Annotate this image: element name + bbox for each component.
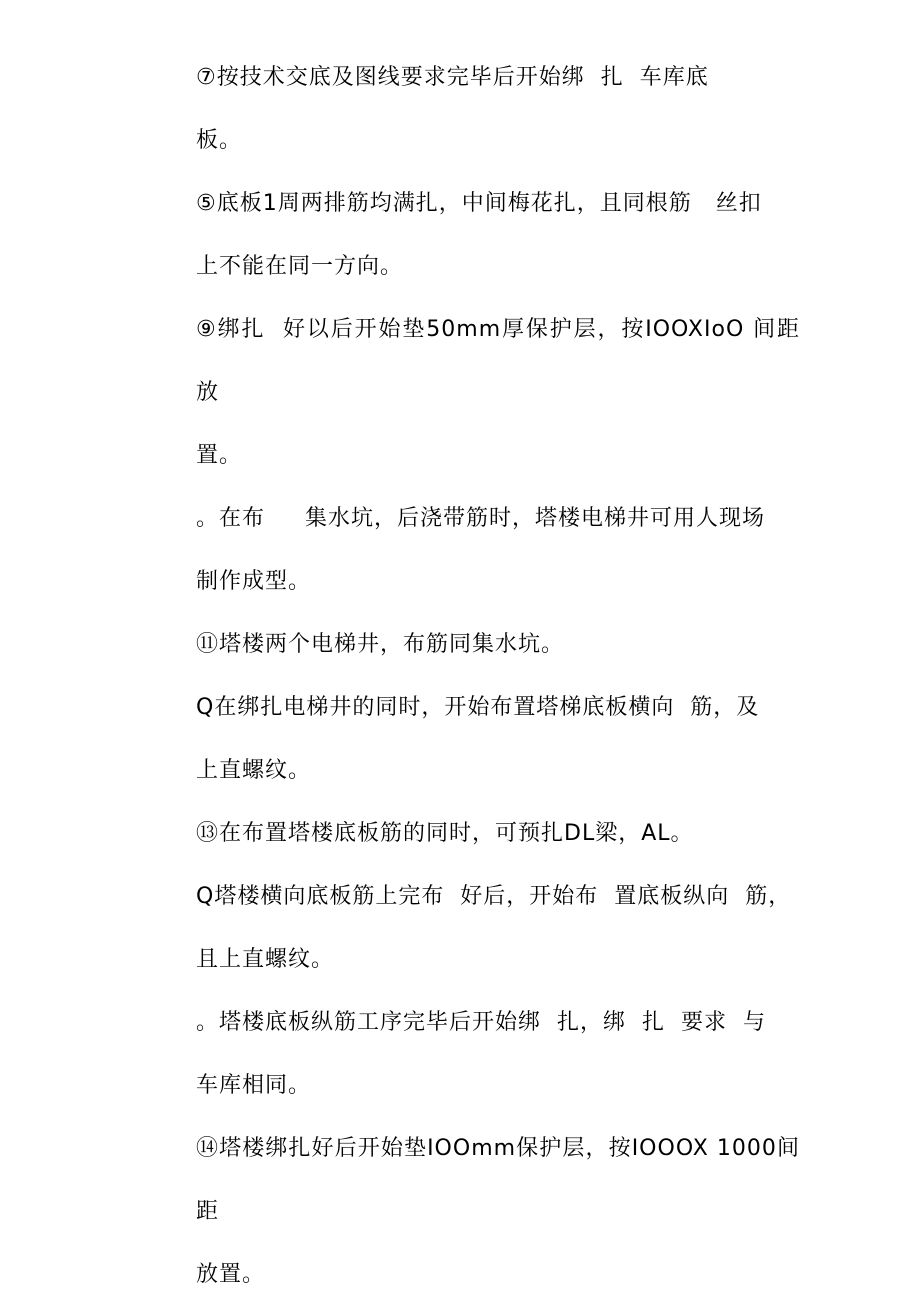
document-body [196, 46, 800, 1306]
text-line: 制作成型。 [196, 569, 312, 594]
text-line: 放置。 [196, 1262, 266, 1287]
text-line: ⑦按技术交底及图线要求完毕后开始绑 扎 车库底 [196, 65, 709, 90]
text-line: 。在布 集水坑，后浇带筋时，塔楼电梯井可用人现场 [196, 506, 765, 531]
text-line: 车库相同。 [196, 1073, 312, 1098]
text-line: 板。 [196, 128, 243, 153]
text-line: ⑭塔楼绑扎好后开始垫IOOmm保护层，按IOOOX 1000间距 [196, 1136, 800, 1224]
text-line: Q在绑扎电梯井的同时，开始布置塔梯底板横向 筋，及 [196, 695, 760, 720]
text-line: ⑬在布置塔楼底板筋的同时，可预扎DL梁，AL。 [196, 821, 694, 846]
text-line: 置。 [196, 443, 243, 468]
text-line: 上不能在同一方向。 [196, 254, 404, 279]
text-line: ⑪塔楼两个电梯井，布筋同集水坑。 [196, 632, 565, 657]
text-line: ⑤底板1周两排筋均满扎，中间梅花扎，且同根筋 丝扣 [196, 191, 762, 216]
text-line: 上直螺纹。 [196, 758, 312, 783]
text-line: 且上直螺纹。 [196, 947, 335, 972]
text-line: 。塔楼底板纵筋工序完毕后开始绑 扎，绑 扎 要求 与 [196, 1010, 766, 1035]
text-line: Q塔楼横向底板筋上完布 好后，开始布 置底板纵向 筋， [196, 884, 792, 909]
text-line: ⑨绑扎 好以后开始垫50mm厚保护层，按IOOXIoO 间距放 [196, 317, 800, 405]
